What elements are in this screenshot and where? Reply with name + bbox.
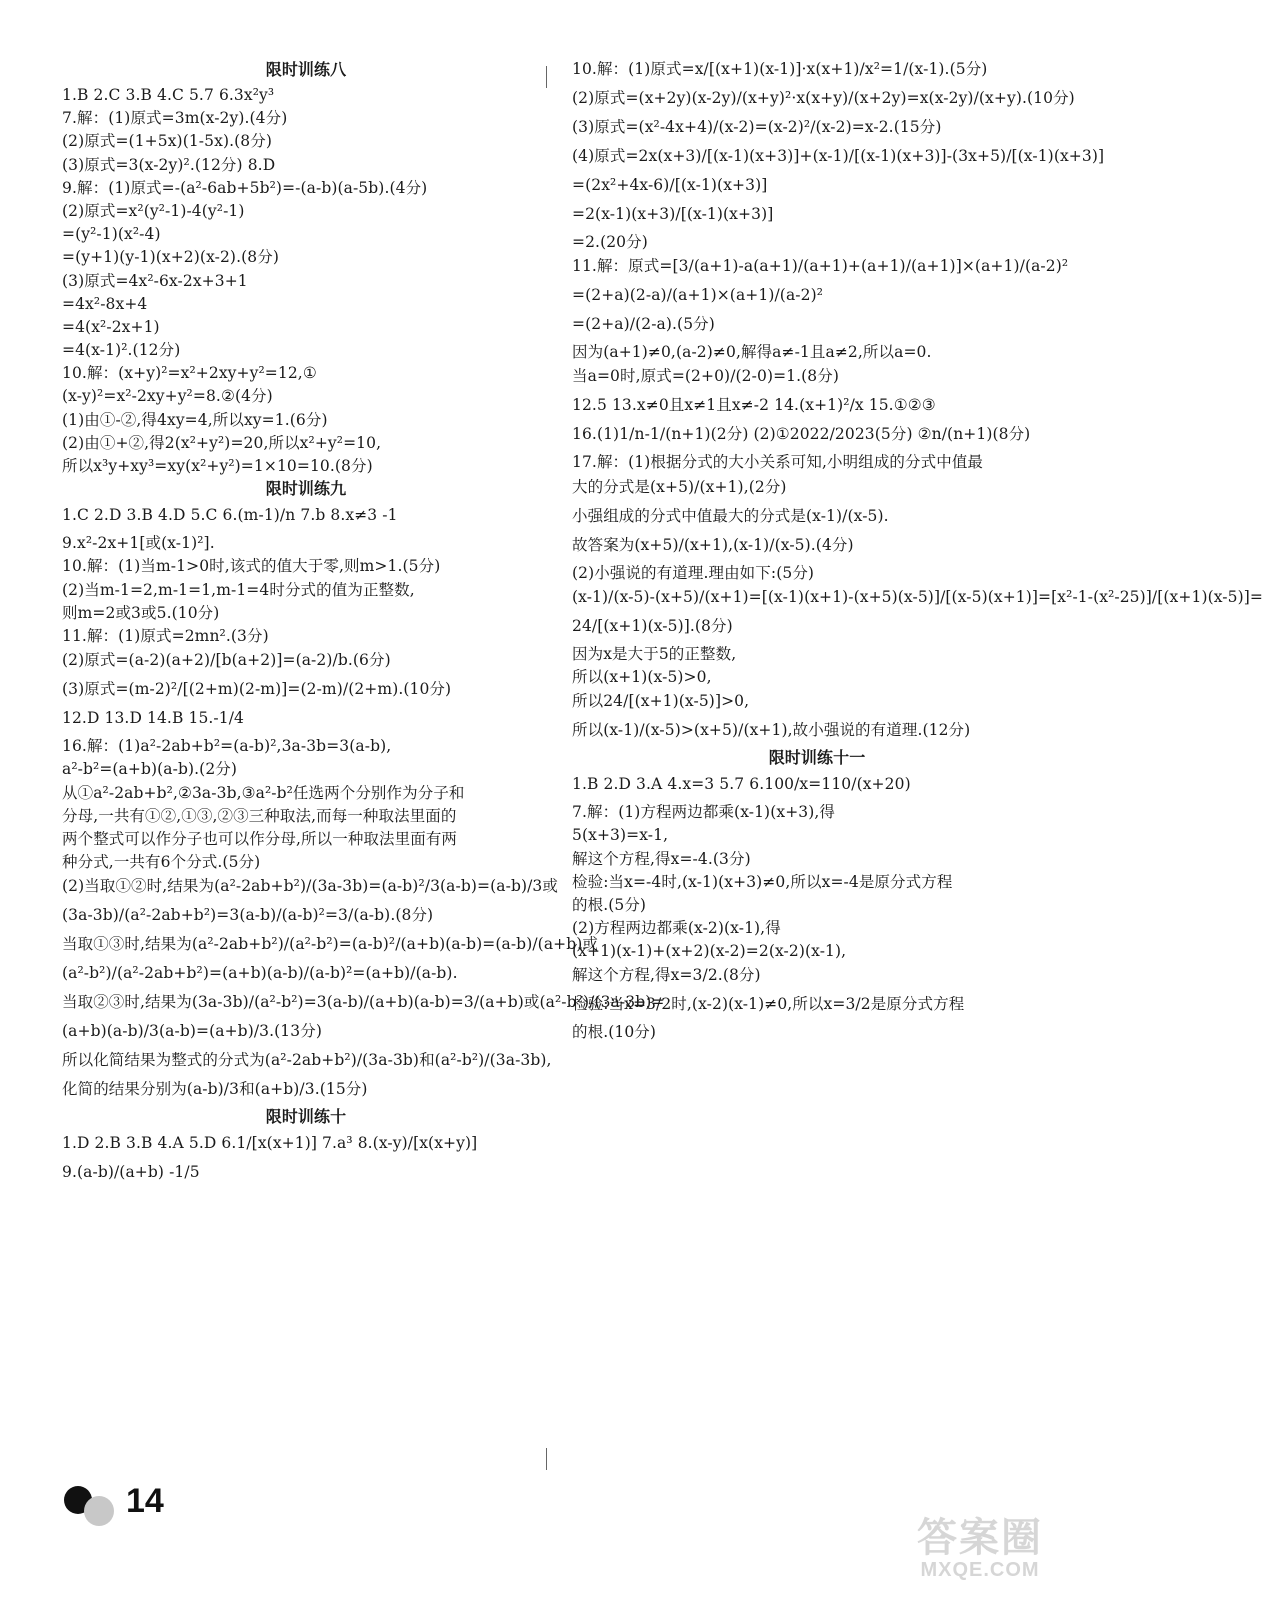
answer-line: =2(x-1)(x+3)/[(x-1)(x+3)] bbox=[572, 205, 774, 223]
watermark bbox=[890, 1506, 1070, 1586]
answer-line: (4)原式=2x(x+3)/[(x-1)(x+3)]+(x-1)/[(x-1)(x+3)]-(3x+5)/[(x-1)(x+3)] bbox=[572, 147, 1105, 165]
answer-line: 所以(x-1)/(x-5)>(x+5)/(x+1),故小强说的有道理.(12分) bbox=[572, 721, 971, 740]
answer-line: 10.解：(1)当m-1>0时,该式的值大于零,则m>1.(5分) bbox=[62, 557, 441, 576]
answer-line: 当取①③时,结果为(a²-2ab+b²)/(a²-b²)=(a-b)²/(a+b)(a-b)=(a-b)/(a+b)或 bbox=[62, 935, 599, 954]
column-divider-bottom bbox=[546, 1448, 547, 1470]
watermark-logo-text: 答案圈 bbox=[917, 1516, 1043, 1560]
footer-grey-dot bbox=[84, 1496, 114, 1526]
answer-line: 所以化简结果为整式的分式为(a²-2ab+b²)/(3a-3b)和(a²-b²)/(3a-3b), bbox=[62, 1051, 552, 1070]
answer-line: 的根.(10分) bbox=[572, 1023, 657, 1042]
answer-line: (3a-3b)/(a²-2ab+b²)=3(a-b)/(a-b)²=3/(a-b).(8分) bbox=[62, 906, 434, 925]
answer-line: 所以24/[(x+1)(x-5)]>0, bbox=[572, 692, 750, 711]
answer-line: 种分式,一共有6个分式.(5分) bbox=[62, 853, 261, 872]
answer-line: (2)原式=x²(y²-1)-4(y²-1) bbox=[62, 201, 245, 220]
answer-line: (2)原式=(a-2)(a+2)/[b(a+2)]=(a-2)/b.(6分) bbox=[62, 651, 391, 670]
answer-line: =(y²-1)(x²-4) bbox=[62, 225, 161, 244]
answer-line: =4(x-1)².(12分) bbox=[62, 341, 181, 360]
answer-line: 所以x³y+xy³=xy(x²+y²)=1×10=10.(8分) bbox=[62, 457, 373, 475]
column-divider-top bbox=[546, 66, 547, 88]
answer-line: 1.B 2.C 3.B 4.C 5.7 6.3x²y³ bbox=[62, 86, 275, 104]
answer-line: 检验:当x=3/2时,(x-2)(x-1)≠0,所以x=3/2是原分式方程 bbox=[572, 995, 965, 1014]
answer-line: 17.解：(1)根据分式的大小关系可知,小明组成的分式中值最 bbox=[572, 453, 984, 472]
section-heading: 限时训练十一 bbox=[768, 748, 866, 768]
answer-line: 解这个方程,得x=-4.(3分) bbox=[572, 849, 751, 868]
answer-line: (3)原式=3(x-2y)².(12分) 8.D bbox=[62, 155, 276, 174]
answer-line: 11.解：(1)原式=2mn².(3分) bbox=[62, 626, 269, 645]
answer-line: =(2+a)(2-a)/(a+1)×(a+1)/(a-2)² bbox=[572, 286, 824, 305]
section-heading: 限时训练十 bbox=[265, 1107, 347, 1127]
answer-line: 10.解：(x+y)²=x²+2xy+y²=12,① bbox=[62, 364, 317, 383]
watermark-url: MXQE.COM bbox=[920, 1559, 1040, 1581]
answer-line: 12.D 13.D 14.B 15.-1/4 bbox=[62, 709, 245, 728]
answer-line: 因为x是大于5的正整数, bbox=[572, 644, 737, 663]
answer-line: 检验:当x=-4时,(x-1)(x+3)≠0,所以x=-4是原分式方程 bbox=[572, 872, 953, 891]
answer-line: 分母,一共有①②,①③,②③三种取法,而每一种取法里面的 bbox=[62, 806, 457, 825]
answer-line: (a+b)(a-b)/3(a-b)=(a+b)/3.(13分) bbox=[62, 1022, 322, 1041]
answer-line: =(2+a)/(2-a).(5分) bbox=[572, 315, 715, 334]
answer-line: 因为(a+1)≠0,(a-2)≠0,解得a≠-1且a≠2,所以a=0. bbox=[572, 343, 932, 362]
section-heading: 限时训练九 bbox=[265, 479, 347, 499]
answer-line: 的根.(5分) bbox=[572, 895, 647, 914]
page-number: 14 bbox=[126, 1482, 164, 1520]
answer-line: 大的分式是(x+5)/(x+1),(2分) bbox=[572, 477, 787, 496]
answer-line: (1)由①-②,得4xy=4,所以xy=1.(6分) bbox=[62, 410, 328, 429]
answer-line: 7.解：(1)原式=3m(x-2y).(4分) bbox=[62, 109, 288, 128]
answer-line: 5(x+3)=x-1, bbox=[572, 826, 669, 845]
answer-line: 则m=2或3或5.(10分) bbox=[62, 603, 220, 622]
answer-line: 7.解：(1)方程两边都乘(x-1)(x+3),得 bbox=[572, 803, 836, 822]
answer-line: 当取②③时,结果为(3a-3b)/(a²-b²)=3(a-b)/(a+b)(a-b)=3/(a+b)或(a²-b²)/(3a-3b)= bbox=[62, 993, 665, 1012]
answer-line: 解这个方程,得x=3/2.(8分) bbox=[572, 966, 761, 985]
answer-line: =(y+1)(y-1)(x+2)(x-2).(8分) bbox=[62, 248, 279, 267]
answer-line: 1.C 2.D 3.B 4.D 5.C 6.(m-1)/n 7.b 8.x≠3 -1 bbox=[62, 506, 398, 525]
answer-line: 所以(x+1)(x-5)>0, bbox=[572, 667, 712, 686]
answer-line: 10.解：(1)原式=x/[(x+1)(x-1)]·x(x+1)/x²=1/(x-1).(5分) bbox=[572, 60, 988, 78]
answer-line: 1.D 2.B 3.B 4.A 5.D 6.1/[x(x+1)] 7.a³ 8.(x-y)/[x(x+y)] bbox=[62, 1134, 478, 1153]
section-heading: 限时训练八 bbox=[265, 60, 347, 79]
answer-line: (2)原式=(x+2y)(x-2y)/(x+y)²·x(x+y)/(x+2y)=x(x-2y)/(x+y).(10分) bbox=[572, 89, 1075, 107]
answer-line: (2)小强说的有道理.理由如下:(5分) bbox=[572, 563, 815, 582]
answer-line: =(2x²+4x-6)/[(x-1)(x+3)] bbox=[572, 176, 768, 194]
answer-line: (2)当m-1=2,m-1=1,m-1=4时分式的值为正整数, bbox=[62, 580, 415, 599]
answer-line: 小强组成的分式中值最大的分式是(x-1)/(x-5). bbox=[572, 506, 889, 525]
answer-line: a²-b²=(a+b)(a-b).(2分) bbox=[62, 760, 238, 779]
answer-line: 16.(1)1/n-1/(n+1)(2分) (2)①2022/2023(5分) ②n/(n+1)(8分) bbox=[572, 425, 1031, 444]
answer-line: (a²-b²)/(a²-2ab+b²)=(a+b)(a-b)/(a-b)²=(a+b)/(a-b). bbox=[62, 964, 458, 983]
answer-line: 9.x²-2x+1[或(x-1)²]. bbox=[62, 534, 215, 553]
answer-line: 11.解：原式=[3/(a+1)-a(a+1)/(a+1)+(a+1)/(a+1)]×(a+1)/(a-2)² bbox=[572, 257, 1069, 276]
answer-line: 9.(a-b)/(a+b) -1/5 bbox=[62, 1163, 200, 1182]
answer-line: 当a=0时,原式=(2+0)/(2-0)=1.(8分) bbox=[572, 367, 840, 386]
answer-line: 1.B 2.D 3.A 4.x=3 5.7 6.100/x=110/(x+20) bbox=[572, 775, 911, 794]
answer-line: 16.解：(1)a²-2ab+b²=(a-b)²,3a-3b=3(a-b), bbox=[62, 737, 392, 756]
answer-line: (x-1)/(x-5)-(x+5)/(x+1)=[(x-1)(x+1)-(x+5)(x-5)]/[(x-5)(x+1)]=[x²-1-(x²-25)]/[(x+1)(x-5)]= bbox=[572, 587, 1263, 606]
answer-line: 化简的结果分别为(a-b)/3和(a+b)/3.(15分) bbox=[62, 1080, 368, 1099]
right-column bbox=[572, 58, 1263, 1046]
answer-line: (3)原式=(x²-4x+4)/(x-2)=(x-2)²/(x-2)=x-2.(15分) bbox=[572, 118, 942, 136]
answer-line: (2)原式=(1+5x)(1-5x).(8分) bbox=[62, 132, 272, 151]
answer-line: 12.5 13.x≠0且x≠1且x≠-2 14.(x+1)²/x 15.①②③ bbox=[572, 396, 936, 415]
answer-line: (2)当取①②时,结果为(a²-2ab+b²)/(3a-3b)=(a-b)²/3(a-b)=(a-b)/3或 bbox=[62, 877, 558, 896]
answer-line: 故答案为(x+5)/(x+1),(x-1)/(x-5).(4分) bbox=[572, 535, 854, 554]
answer-line: (2)由①+②,得2(x²+y²)=20,所以x²+y²=10, bbox=[62, 433, 382, 452]
answer-line: (3)原式=(m-2)²/[(2+m)(2-m)]=(2-m)/(2+m).(10分) bbox=[62, 680, 452, 699]
answer-line: 从①a²-2ab+b²,②3a-3b,③a²-b²任选两个分别作为分子和 bbox=[62, 783, 465, 802]
answer-line: 两个整式可以作分子也可以作分母,所以一种取法里面有两 bbox=[62, 829, 458, 848]
answer-line: (2)方程两边都乘(x-2)(x-1),得 bbox=[572, 919, 781, 938]
answer-line: =4x²-8x+4 bbox=[62, 294, 148, 313]
answer-line: 24/[(x+1)(x-5)].(8分) bbox=[572, 616, 733, 635]
answer-line: =4(x²-2x+1) bbox=[62, 317, 160, 336]
answer-line: (x-y)²=x²-2xy+y²=8.②(4分) bbox=[62, 387, 273, 406]
answer-line: 9.解：(1)原式=-(a²-6ab+5b²)=-(a-b)(a-5b).(4分) bbox=[62, 178, 428, 197]
answer-line: (x+1)(x-1)+(x+2)(x-2)=2(x-2)(x-1), bbox=[572, 942, 847, 961]
answer-line: =2.(20分) bbox=[572, 233, 648, 251]
answer-line: (3)原式=4x²-6x-2x+3+1 bbox=[62, 271, 248, 290]
